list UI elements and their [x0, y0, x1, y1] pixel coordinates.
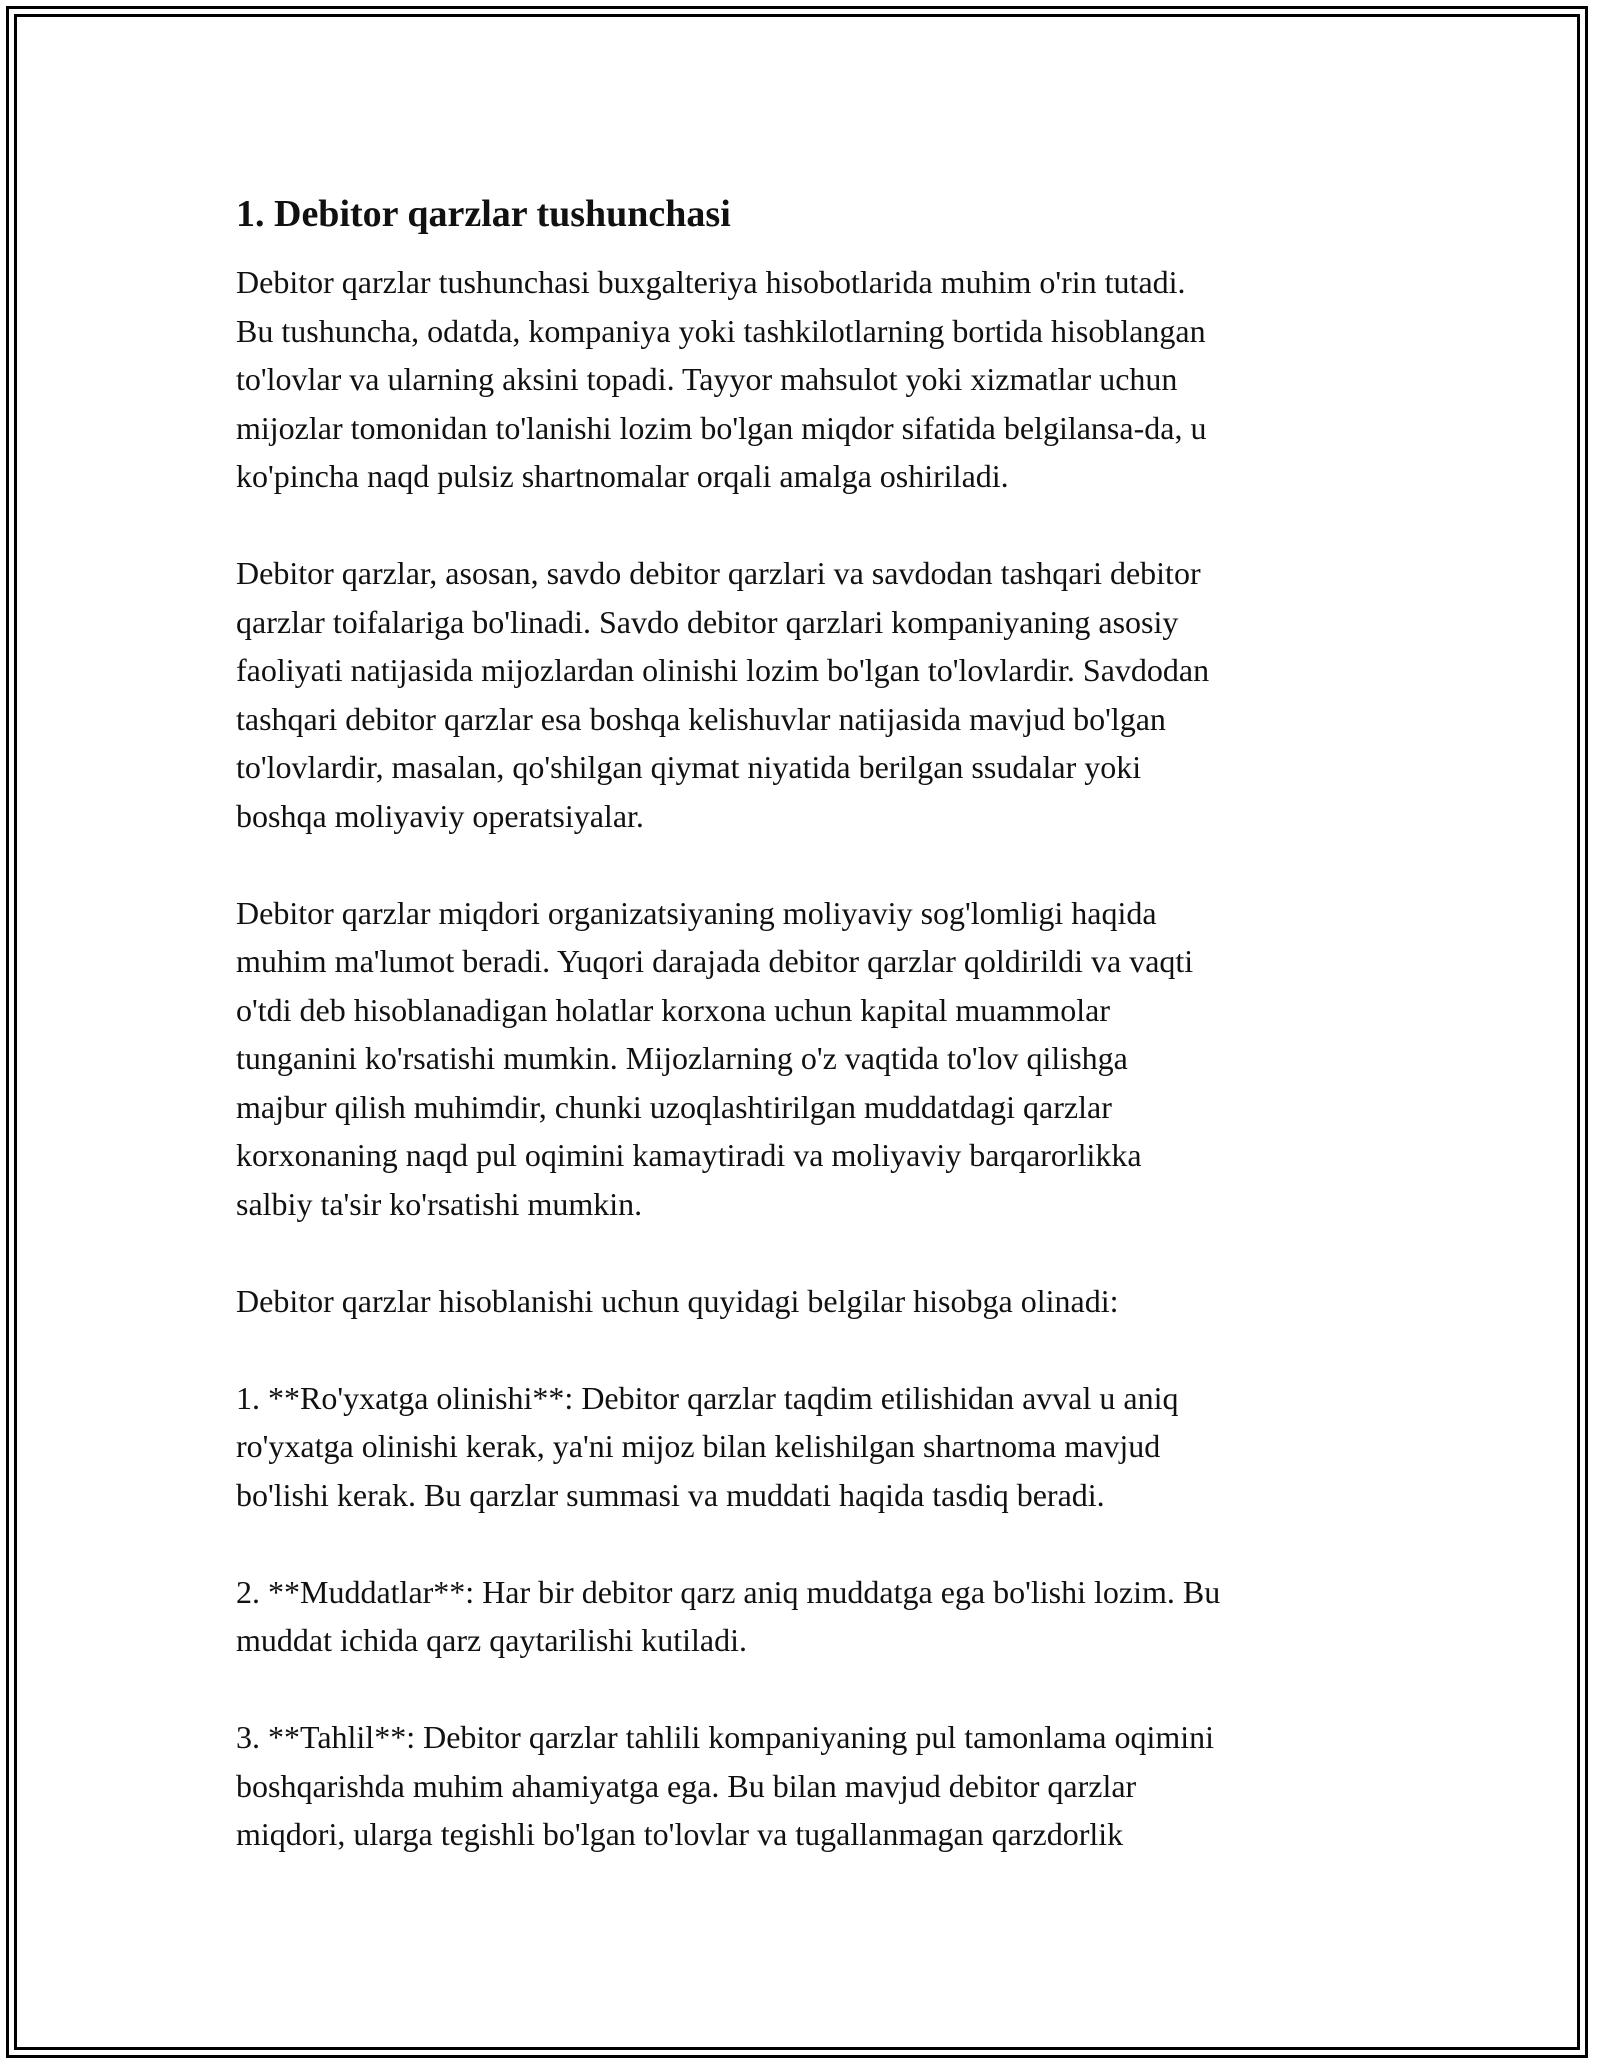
list-item-registration: 1. **Ro'yxatga olinishi**: Debitor qarzlar taqdim etilishidan avval u aniq ro'yxatga olinishi kerak, ya'ni mijoz bilan kelishilgan shartnoma mavjud bo'lishi kerak. Bu qarzlar summasi va muddati haqida tasdiq beradi.	[236, 1379, 1179, 1513]
section-heading: 1. Debitor qarzlar tushunchasi	[236, 193, 731, 235]
paragraph-criteria-intro: Debitor qarzlar hisoblanishi uchun quyidagi belgilar hisobga olinadi:	[236, 1282, 1119, 1319]
document-body	[236, 188, 1376, 1907]
list-item-analysis: 3. **Tahlil**: Debitor qarzlar tahlili kompaniyaning pul tamonlama oqimini boshqarishda muhim ahamiyatga ega. Bu bilan mavjud debitor qarzlar miqdori, ularga tegishli bo'lgan to'lovlar va tugallanmagan qarzdorlik	[236, 1719, 1214, 1852]
paragraph-financial-health: Debitor qarzlar miqdori organizatsiyaning moliyaviy sog'lomligi haqida muhim ma'lumot beradi. Yuqori darajada debitor qarzlar qoldirildi va vaqti o'tdi deb hisoblanadigan holatlar korxona uchun kapital muammolar tunganini ko'rsatishi mumkin. Mijozlarning o'z vaqtida to'lov qilishga majbur qilish muhimdir, chunki uzoqlashtirilgan muddatdagi qarzlar korxonaning naqd pul oqimini kamaytiradi va moliyaviy barqarorlikka salbiy ta'sir ko'rsatishi mumkin.	[236, 894, 1194, 1222]
paragraph-definition: Debitor qarzlar tushunchasi buxgalteriya hisobotlarida muhim o'rin tutadi. Bu tushuncha, odatda, kompaniya yoki tashkilotlarning bortida hisoblangan to'lovlar va ularning aksini topadi. Tayyor mahsulot yoki xizmatlar uchun mijozlar tomonidan to'lanishi lozim bo'lgan miqdor sifatida belgilansa-da, u ko'pincha naqd pulsiz shartnomalar orqali amalga oshiriladi.	[236, 264, 1207, 494]
list-item-terms: 2. **Muddatlar**: Har bir debitor qarz aniq muddatga ega bo'lishi lozim. Bu muddat ichida qarz qaytarilishi kutiladi.	[236, 1573, 1221, 1658]
paragraph-categories: Debitor qarzlar, asosan, savdo debitor qarzlari va savdodan tashqari debitor qarzlar toifalariga bo'linadi. Savdo debitor qarzlari kompaniyaning asosiy faoliyati natijasida mijozlardan olinishi lozim bo'lgan to'lovlardir. Savdodan tashqari debitor qarzlar esa boshqa kelishuvlar natijasida mavjud bo'lgan to'lovlardir, masalan, qo'shilgan qiymat niyatida berilgan ssudalar yoki boshqa moliyaviy operatsiyalar.	[236, 555, 1210, 834]
